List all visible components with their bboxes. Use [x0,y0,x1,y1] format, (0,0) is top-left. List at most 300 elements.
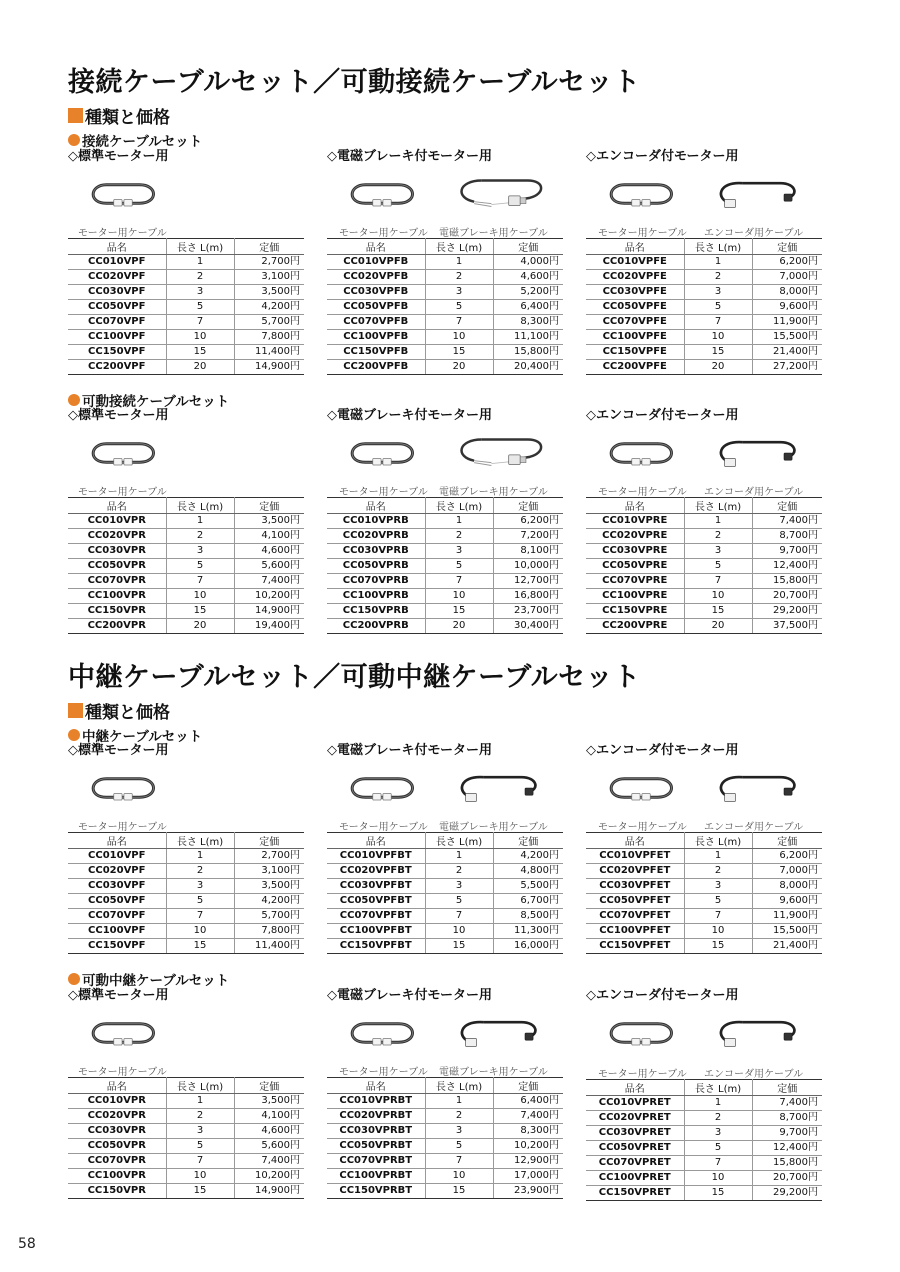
cell-price: 5,200円 [493,285,563,300]
cell-price: 8,700円 [752,529,822,544]
square-icon [68,703,83,718]
cell-length: 1 [684,514,752,529]
table-row [586,330,822,345]
cell-code: CC020VPFB [327,270,425,285]
cell-length: 5 [425,559,493,574]
cell-length: 1 [684,849,752,864]
cell-code: CC050VPR [68,559,166,574]
dot-icon [68,134,80,146]
column-header-code: 品名 [327,833,425,849]
table-row [327,514,563,529]
cell-length: 7 [425,315,493,330]
table-row [327,879,563,894]
cell-price: 3,500円 [234,1094,304,1109]
caption-motor-cable: モーター用ケーブル [339,228,428,239]
cell-code: CC200VPRB [327,619,425,634]
column-header-length: 長さ L(m) [684,498,752,514]
cell-code: CC010VPF [68,255,166,270]
section-heading-types [68,698,170,723]
cell-code: CC150VPFET [586,939,684,954]
table-row [68,604,304,619]
caption-motor-cable: モーター用ケーブル [598,228,687,239]
cell-code: CC050VPRBT [327,1139,425,1154]
column-header-length: 長さ L(m) [684,833,752,849]
column-heading: ◇エンコーダ付モーター用 [586,988,739,1003]
cell-code: CC150VPFB [327,345,425,360]
price-table [327,497,563,634]
cell-code: CC030VPRET [586,1126,684,1141]
cell-price: 29,200円 [752,1186,822,1201]
caption-motor-cable: モーター用ケーブル [78,822,167,833]
cell-price: 3,100円 [234,270,304,285]
column-header-code: 品名 [68,498,166,514]
cell-price: 8,100円 [493,544,563,559]
cell-code: CC200VPRE [586,619,684,634]
cell-code: CC030VPF [68,285,166,300]
cell-code: CC150VPRB [327,604,425,619]
cell-code: CC020VPRBT [327,1109,425,1124]
cell-price: 3,500円 [234,879,304,894]
table-row [586,574,822,589]
table-header-row [586,833,822,849]
column-connect-encoder [586,148,822,375]
cell-code: CC200VPR [68,619,166,634]
cell-code: CC010VPFET [586,849,684,864]
cell-length: 7 [684,574,752,589]
cell-price: 7,400円 [752,1096,822,1111]
dot-icon [68,729,80,741]
cell-price: 4,600円 [234,1124,304,1139]
section-heading-types [68,103,170,128]
table-row [68,849,304,864]
cell-price: 5,500円 [493,879,563,894]
table-row [327,864,563,879]
cell-length: 3 [425,544,493,559]
cell-length: 3 [684,1126,752,1141]
cell-length: 3 [166,1124,234,1139]
cell-length: 3 [425,879,493,894]
caption-encoder-cable: エンコーダ用ケーブル [704,822,804,833]
cell-price: 23,700円 [493,604,563,619]
table-row [586,1126,822,1141]
table-row [586,604,822,619]
table-row [68,1154,304,1169]
cell-code: CC050VPRE [586,559,684,574]
cell-length: 3 [166,544,234,559]
table-row [586,619,822,634]
column-heading: ◇電磁ブレーキ付モーター用 [327,149,492,164]
table-header-row [327,239,563,255]
cell-length: 10 [166,330,234,345]
cell-length: 5 [425,300,493,315]
table-row [327,1124,563,1139]
cell-price: 11,900円 [752,909,822,924]
table-row [68,315,304,330]
table-row [586,879,822,894]
cell-price: 2,700円 [234,849,304,864]
cell-length: 5 [166,300,234,315]
cell-price: 6,200円 [752,849,822,864]
cell-code: CC050VPF [68,300,166,315]
cell-code: CC010VPFB [327,255,425,270]
page-title-relay: 中継ケーブルセット／可動中継ケーブルセット [68,662,641,693]
table-row [68,864,304,879]
table-row [586,270,822,285]
cell-price: 2,700円 [234,255,304,270]
cell-code: CC030VPRBT [327,1124,425,1139]
table-row [586,315,822,330]
cell-price: 4,000円 [493,255,563,270]
sub-heading-label: 接続ケーブルセット [82,134,203,150]
column-movable-relay-encoder [586,987,822,1201]
caption-motor-cable: モーター用ケーブル [339,1067,428,1078]
table-row [586,544,822,559]
cell-code: CC150VPF [68,345,166,360]
cell-price: 11,300円 [493,924,563,939]
cell-code: CC030VPFB [327,285,425,300]
table-row [586,345,822,360]
cell-length: 7 [425,909,493,924]
cell-code: CC100VPR [68,589,166,604]
column-header-price: 定価 [493,1078,563,1094]
table-row [68,345,304,360]
column-heading: ◇電磁ブレーキ付モーター用 [327,743,492,758]
cell-price: 14,900円 [234,360,304,375]
cable-icon [345,174,419,214]
cell-price: 12,900円 [493,1154,563,1169]
cable-images [327,429,563,481]
cable-icon [712,1013,802,1053]
cable-icon [86,174,160,214]
cell-code: CC100VPFBT [327,924,425,939]
cell-price: 3,100円 [234,864,304,879]
cell-code: CC070VPRBT [327,1154,425,1169]
cable-icon [712,768,802,808]
cell-price: 4,800円 [493,864,563,879]
cell-code: CC150VPFBT [327,939,425,954]
cell-length: 3 [684,285,752,300]
table-row [327,1184,563,1199]
column-header-price: 定価 [234,239,304,255]
cell-price: 9,700円 [752,544,822,559]
table-row [327,285,563,300]
cell-length: 1 [425,849,493,864]
column-header-code: 品名 [586,498,684,514]
cell-length: 10 [684,330,752,345]
cell-code: CC150VPRE [586,604,684,619]
cell-code: CC100VPRBT [327,1169,425,1184]
cell-price: 7,400円 [752,514,822,529]
cell-price: 15,800円 [752,1156,822,1171]
table-row [327,589,563,604]
cable-images [68,1009,304,1061]
column-header-price: 定価 [493,239,563,255]
cell-length: 1 [425,1094,493,1109]
cell-price: 3,500円 [234,285,304,300]
table-row [327,924,563,939]
cell-price: 23,900円 [493,1184,563,1199]
cell-price: 5,700円 [234,315,304,330]
cell-length: 15 [425,939,493,954]
cell-length: 2 [425,1109,493,1124]
cell-length: 1 [425,255,493,270]
cell-code: CC070VPF [68,909,166,924]
cell-length: 7 [166,1154,234,1169]
cell-price: 8,500円 [493,909,563,924]
column-header-code: 品名 [327,239,425,255]
cell-length: 10 [166,924,234,939]
cell-length: 5 [166,559,234,574]
cell-length: 5 [425,1139,493,1154]
cell-price: 15,800円 [493,345,563,360]
cell-code: CC100VPRET [586,1171,684,1186]
caption-row [586,222,822,238]
cell-price: 11,900円 [752,315,822,330]
column-header-length: 長さ L(m) [684,1080,752,1096]
table-row [68,1124,304,1139]
cell-price: 20,700円 [752,589,822,604]
cell-code: CC010VPR [68,1094,166,1109]
cell-code: CC030VPF [68,879,166,894]
cable-images [68,764,304,816]
cell-code: CC010VPRBT [327,1094,425,1109]
cell-code: CC100VPRE [586,589,684,604]
column-relay-standard [68,742,304,954]
table-row [586,909,822,924]
cell-code: CC050VPFE [586,300,684,315]
cell-code: CC020VPF [68,864,166,879]
column-header-price: 定価 [234,833,304,849]
cell-code: CC100VPR [68,1169,166,1184]
cell-length: 1 [166,255,234,270]
table-row [327,330,563,345]
cell-price: 15,500円 [752,924,822,939]
cell-price: 12,700円 [493,574,563,589]
cell-length: 2 [684,270,752,285]
table-row [68,589,304,604]
cell-code: CC030VPRE [586,544,684,559]
cell-code: CC150VPR [68,604,166,619]
cell-length: 5 [684,894,752,909]
cell-price: 4,100円 [234,529,304,544]
page-title-connect: 接続ケーブルセット／可動接続ケーブルセット [68,67,641,98]
cell-code: CC030VPR [68,544,166,559]
cell-price: 20,400円 [493,360,563,375]
cell-code: CC020VPRE [586,529,684,544]
cable-icon [345,1013,419,1053]
cell-code: CC070VPFB [327,315,425,330]
table-row [327,315,563,330]
cell-code: CC100VPFB [327,330,425,345]
sub-heading-label: 可動接続ケーブルセット [82,394,230,410]
cell-code: CC030VPFE [586,285,684,300]
cell-code: CC070VPFET [586,909,684,924]
cell-price: 7,400円 [234,574,304,589]
cell-price: 21,400円 [752,939,822,954]
cell-code: CC030VPRB [327,544,425,559]
cell-code: CC070VPF [68,315,166,330]
cell-length: 5 [684,1141,752,1156]
cell-length: 3 [684,879,752,894]
cell-length: 5 [684,300,752,315]
cell-code: CC030VPR [68,1124,166,1139]
column-header-price: 定価 [234,498,304,514]
cell-price: 3,500円 [234,514,304,529]
cell-length: 10 [684,924,752,939]
column-heading: ◇エンコーダ付モーター用 [586,743,739,758]
table-row [68,514,304,529]
cell-code: CC100VPF [68,924,166,939]
table-row [68,544,304,559]
cell-length: 1 [166,849,234,864]
cell-price: 4,200円 [234,894,304,909]
cell-length: 2 [166,1109,234,1124]
table-row [586,849,822,864]
cell-price: 5,700円 [234,909,304,924]
cable-icon [86,768,160,808]
cell-price: 5,600円 [234,1139,304,1154]
column-heading: ◇エンコーダ付モーター用 [586,408,739,423]
cell-length: 15 [166,939,234,954]
cell-code: CC030VPFET [586,879,684,894]
cell-code: CC020VPFBT [327,864,425,879]
cell-code: CC150VPF [68,939,166,954]
cell-length: 2 [166,270,234,285]
table-row [586,360,822,375]
cell-length: 15 [425,604,493,619]
caption-brake-cable: 電磁ブレーキ用ケーブル [439,1067,548,1078]
table-row [586,864,822,879]
cell-length: 15 [684,939,752,954]
caption-row [327,481,563,497]
cell-code: CC050VPFB [327,300,425,315]
table-row [68,360,304,375]
cell-code: CC020VPFET [586,864,684,879]
caption-row [68,816,304,832]
cell-length: 1 [684,1096,752,1111]
table-row [327,1094,563,1109]
table-row [327,894,563,909]
table-row [586,514,822,529]
cell-code: CC150VPFE [586,345,684,360]
column-header-code: 品名 [586,239,684,255]
cable-images [586,170,822,222]
cell-length: 2 [684,1111,752,1126]
cell-code: CC070VPFBT [327,909,425,924]
cell-length: 5 [684,559,752,574]
column-movable-standard [68,407,304,634]
cell-length: 20 [166,619,234,634]
cell-price: 21,400円 [752,345,822,360]
caption-row [586,481,822,497]
cell-length: 3 [684,544,752,559]
cell-length: 5 [166,1139,234,1154]
cell-price: 6,400円 [493,1094,563,1109]
cell-code: CC050VPF [68,894,166,909]
cell-length: 2 [425,529,493,544]
cell-length: 2 [425,864,493,879]
table-row [68,529,304,544]
table-row [586,559,822,574]
cell-price: 4,600円 [493,270,563,285]
column-header-price: 定価 [752,833,822,849]
cell-price: 9,600円 [752,300,822,315]
cell-price: 7,200円 [493,529,563,544]
cell-price: 8,300円 [493,315,563,330]
cell-length: 10 [684,589,752,604]
price-table [327,1077,563,1199]
table-row [586,589,822,604]
column-header-price: 定価 [493,833,563,849]
cell-price: 20,700円 [752,1171,822,1186]
cell-code: CC010VPFE [586,255,684,270]
cell-length: 3 [166,879,234,894]
price-table [586,1079,822,1201]
cable-images [586,1009,822,1061]
table-row [327,849,563,864]
cell-length: 2 [684,864,752,879]
cell-code: CC050VPFBT [327,894,425,909]
column-connect-brake [327,148,563,375]
section-heading-label: 種類と価格 [85,703,170,723]
cell-length: 20 [425,360,493,375]
table-row [327,909,563,924]
cell-price: 8,700円 [752,1111,822,1126]
table-row [586,1141,822,1156]
cell-price: 11,400円 [234,939,304,954]
cell-code: CC050VPRB [327,559,425,574]
caption-motor-cable: モーター用ケーブル [78,487,167,498]
column-header-code: 品名 [68,239,166,255]
cell-length: 7 [425,1154,493,1169]
cell-code: CC020VPF [68,270,166,285]
cell-length: 10 [684,1171,752,1186]
cable-icon [86,1013,160,1053]
cell-price: 14,900円 [234,604,304,619]
cell-price: 7,000円 [752,270,822,285]
table-header-row [68,239,304,255]
cable-icon [604,768,678,808]
table-row [327,270,563,285]
cell-length: 15 [684,345,752,360]
cell-price: 9,600円 [752,894,822,909]
cell-length: 7 [425,574,493,589]
table-row [586,285,822,300]
table-row [68,1094,304,1109]
cell-code: CC100VPFET [586,924,684,939]
cell-price: 6,200円 [752,255,822,270]
table-header-row [327,1078,563,1094]
sub-heading-connect-set [68,130,202,150]
cable-images [68,429,304,481]
cell-code: CC070VPR [68,574,166,589]
cell-price: 8,000円 [752,285,822,300]
cell-length: 2 [166,529,234,544]
cell-length: 1 [166,1094,234,1109]
caption-brake-cable: 電磁ブレーキ用ケーブル [439,822,548,833]
table-row [327,1109,563,1124]
price-table [586,832,822,954]
cell-code: CC020VPR [68,529,166,544]
table-row [68,924,304,939]
cell-price: 29,200円 [752,604,822,619]
caption-row [586,1061,822,1079]
table-row [327,1154,563,1169]
cell-length: 20 [684,619,752,634]
column-heading: ◇標準モーター用 [68,149,169,164]
cell-code: CC100VPFE [586,330,684,345]
table-header-row [327,833,563,849]
